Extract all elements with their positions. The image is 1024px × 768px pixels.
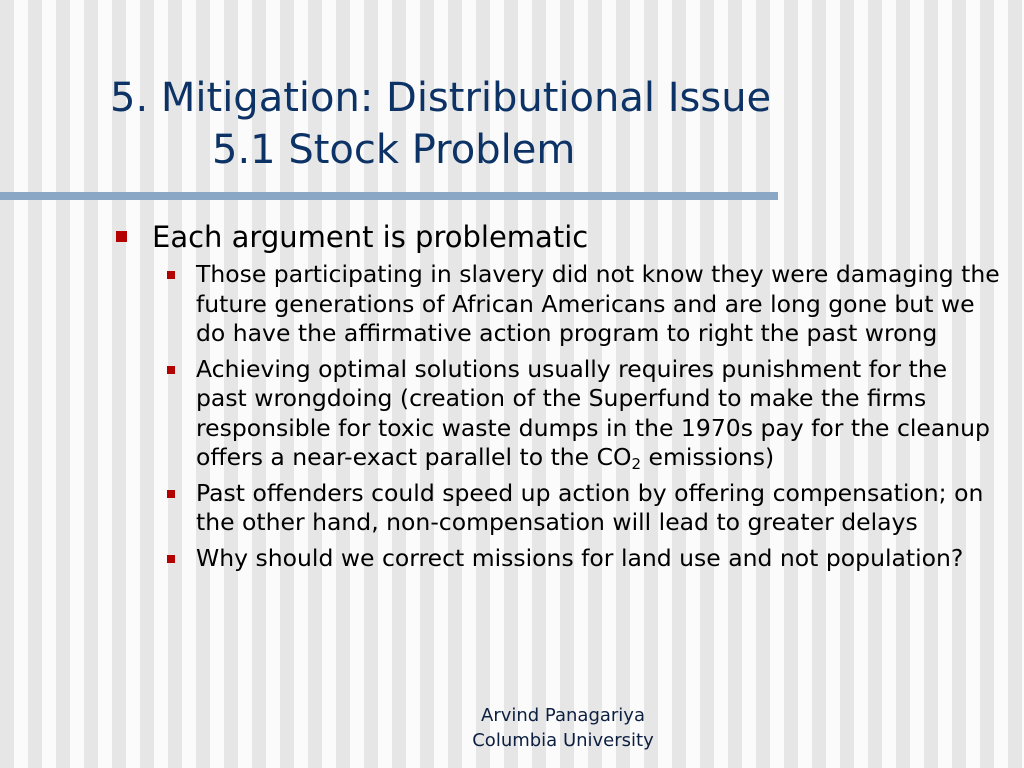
square-bullet-icon — [167, 366, 175, 374]
main-bullet-text: Each argument is problematic — [152, 220, 589, 254]
sub-bullet-item — [114, 260, 1004, 349]
footer-institution: Columbia University — [472, 730, 654, 751]
sub-bullet-text-part: Achieving optimal solutions usually requires punishment for the past wrongdoing (creation of the Superfund to make the firms responsible for toxic waste dumps in the 1970s pay for the cleanup offers a near-exact parallel to the CO — [196, 354, 990, 471]
square-bullet-icon — [116, 231, 127, 242]
slide-body — [114, 218, 1004, 579]
sub-bullet-text-part: emissions) — [641, 443, 775, 471]
title-line-1: 5. Mitigation: Distributional Issue — [110, 75, 772, 121]
square-bullet-icon — [167, 490, 175, 498]
sub-bullet-text: Why should we correct missions for land use and not population? — [196, 543, 964, 572]
square-bullet-icon — [167, 555, 175, 563]
sub-bullet-list — [114, 260, 1004, 573]
sub-bullet-item — [114, 355, 1004, 473]
sub-bullet-text: Past offenders could speed up action by offering compensation; on the other hand, non-compensation will lead to greater delays — [196, 478, 984, 536]
main-bullet-item — [114, 218, 1004, 256]
footer-author: Arvind Panagariya — [481, 705, 645, 726]
sub-bullet-text: Those participating in slavery did not know they were damaging the future generations of African Americans and are long gone but we do have the affirmative action program to right the past wrong — [196, 260, 1000, 347]
title-divider — [0, 192, 778, 200]
title-line-2: 5.1 Stock Problem — [212, 127, 576, 173]
sub-bullet-text — [196, 355, 990, 472]
square-bullet-icon — [167, 271, 175, 279]
sub-bullet-item — [114, 544, 1004, 574]
slide-footer — [430, 703, 696, 753]
sub-bullet-item — [114, 479, 1004, 538]
subscript-two: 2 — [631, 455, 642, 473]
slide-title — [110, 72, 771, 176]
